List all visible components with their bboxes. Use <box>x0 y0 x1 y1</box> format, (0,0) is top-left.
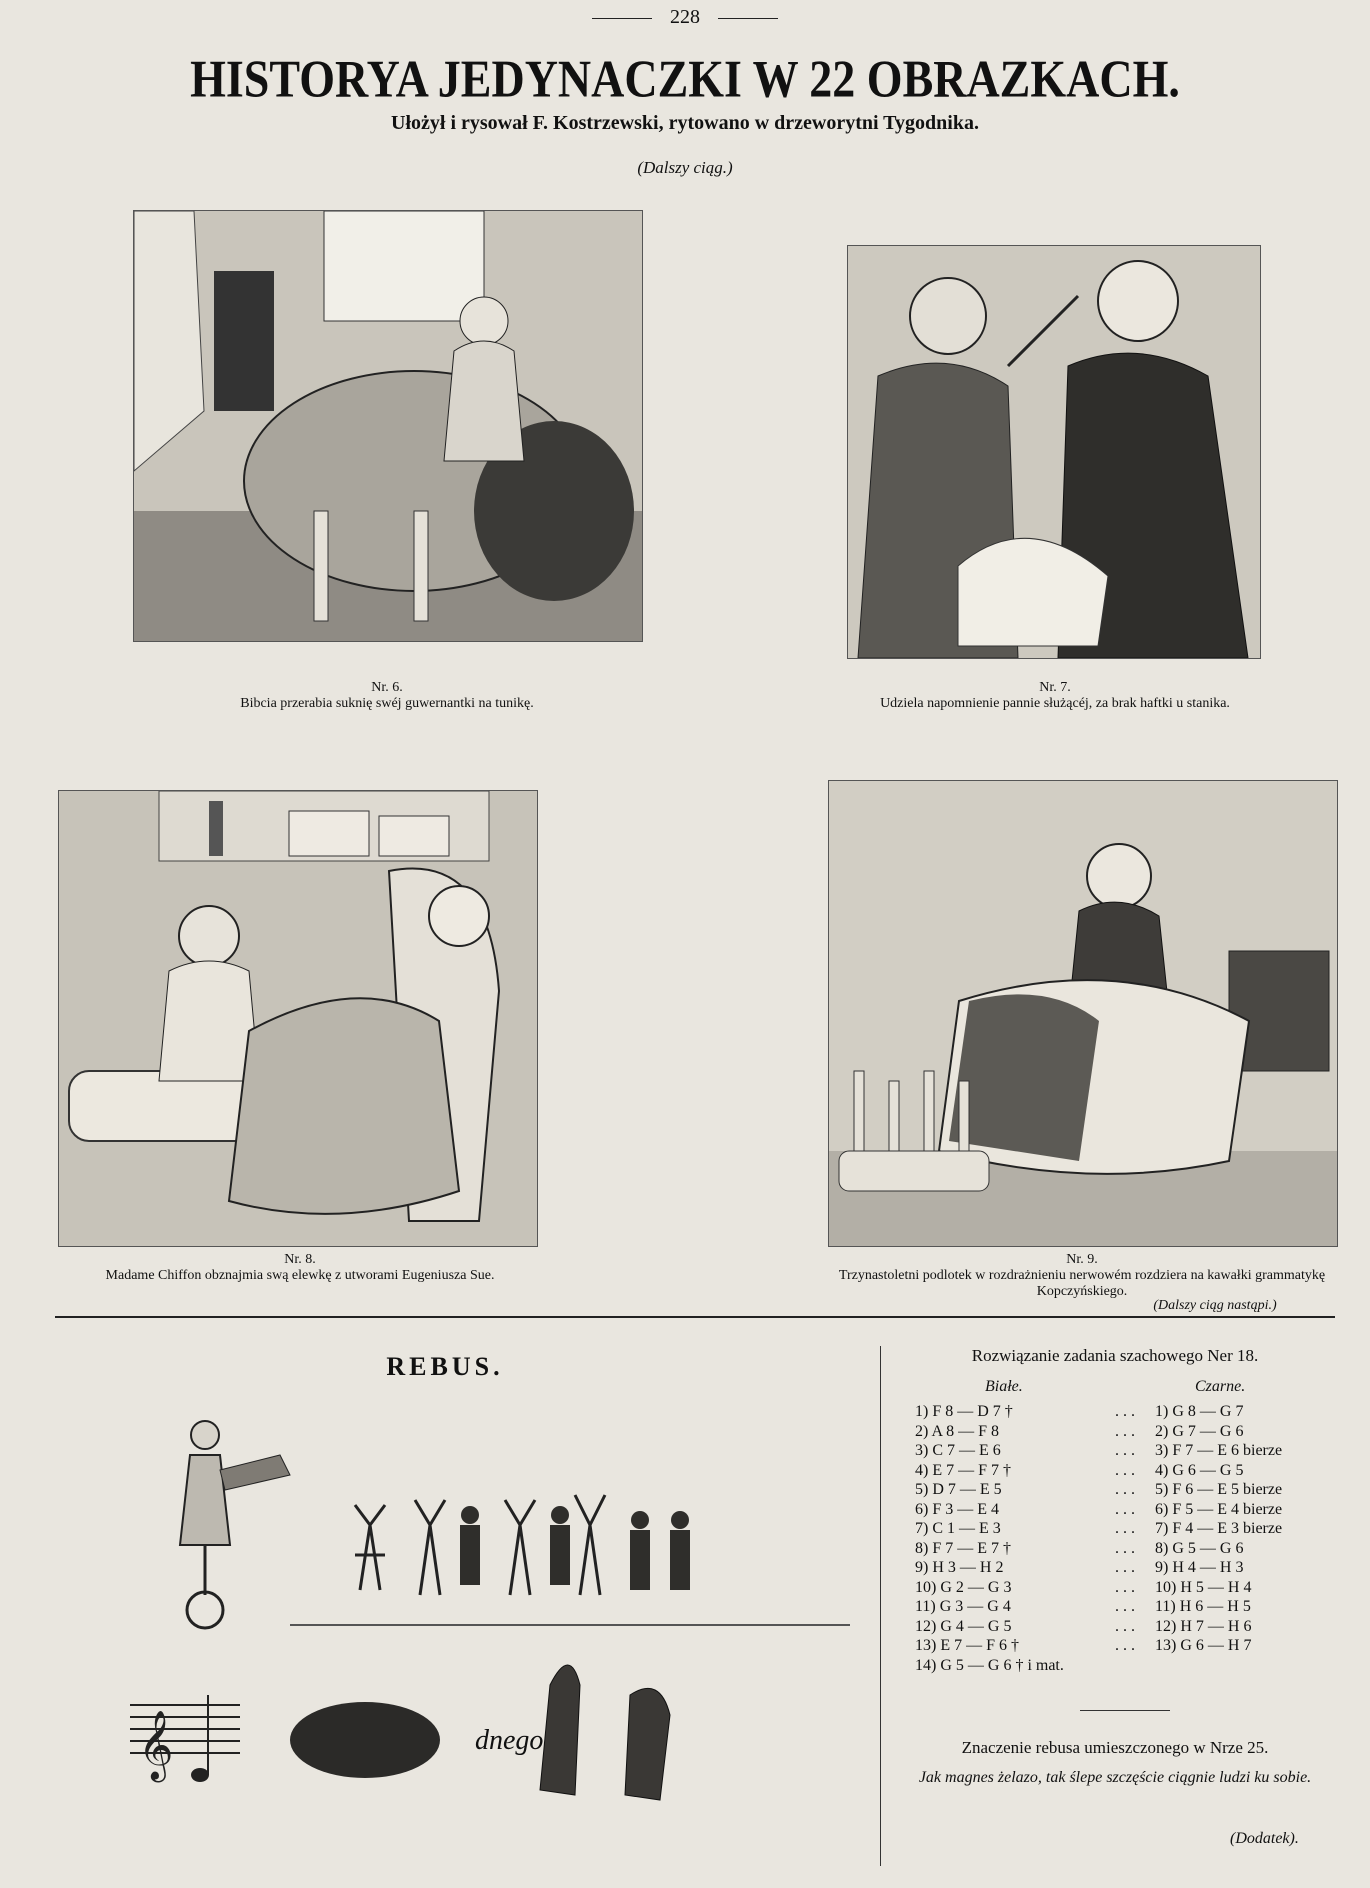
chess-move-row: 12) G 4 — G 5 . . . 12) H 7 — H 6 <box>915 1617 1252 1635</box>
chess-move-row: 2) A 8 — F 8 . . . 2) G 7 — G 6 <box>915 1422 1244 1440</box>
continued-note: (Dalszy ciąg.) <box>637 158 733 177</box>
rebus-solution-text: Jak magnes żelazo, tak ślepe szczęście ciągnie ludzi ku sobie. <box>918 1769 1312 1786</box>
illustration-panel-8 <box>58 790 538 1247</box>
chess-black-label: Czarne. <box>1195 1378 1246 1395</box>
caption-panel-9: Nr. 9. Trzynastoletni podlotek w rozdrażnieniu nerwowém rozdziera na kawałki grammatykę Kopczyńskiego. <box>838 1252 1326 1299</box>
rebus-title: REBUS. <box>386 1352 504 1381</box>
chess-move-row: 4) E 7 — F 7 † . . . 4) G 6 — G 5 <box>915 1461 1244 1479</box>
chess-moves-list <box>915 1402 1345 1675</box>
chess-move-row: 7) C 1 — E 3 . . . 7) F 4 — E 3 bierze <box>915 1520 1283 1537</box>
caption-panel-8: Nr. 8. Madame Chiffon obznajmia swą elewkę z utworami Eugeniusza Sue. <box>105 1252 495 1283</box>
illustration-panel-6 <box>133 210 643 642</box>
caption-panel-7: Nr. 7. Udziela napomnienie pannie służącéj, za brak haftki u stanika. <box>880 680 1230 711</box>
to-be-continued-note: (Dalszy ciąg nastąpi.) <box>1153 1298 1277 1313</box>
chess-move-row: 6) F 3 — E 4 . . . 6) F 5 — E 4 bierze <box>915 1500 1283 1518</box>
section-divider <box>55 1316 1335 1318</box>
chess-move-row: 5) D 7 — E 5 . . . 5) F 6 — E 5 bierze <box>915 1481 1283 1498</box>
page-title: HISTORYA JEDYNACZKI W 22 OBRAZKACH. <box>190 49 1180 108</box>
chess-move-row: 8) F 7 — E 7 † . . . 8) G 5 — G 6 <box>915 1539 1244 1557</box>
chess-white-label: Białe. <box>985 1378 1023 1395</box>
short-divider <box>1080 1710 1170 1711</box>
column-divider <box>880 1346 881 1866</box>
page-number: 228 <box>0 6 1370 29</box>
page-subtitle: Ułożył i rysował F. Kostrzewski, rytowano w drzeworytni Tygodnika. <box>391 112 979 134</box>
chess-solution-title: Rozwiązanie zadania szachowego Ner 18. <box>971 1346 1259 1365</box>
chess-move-row: 14) G 5 — G 6 † i mat. <box>915 1656 1064 1674</box>
rebus-solution-title: Znaczenie rebusa umieszczonego w Nrze 25. <box>961 1738 1269 1757</box>
chess-move-row: 13) E 7 — F 6 † . . . 13) G 6 — H 7 <box>915 1637 1252 1654</box>
illustration-panel-9 <box>828 780 1338 1247</box>
chess-move-row: 10) G 2 — G 3 . . . 10) H 5 — H 4 <box>915 1578 1252 1596</box>
caption-panel-6: Nr. 6. Bibcia przerabia suknię swéj guwernantki na tunikę. <box>240 680 534 711</box>
svg-text:𝄞: 𝄞 <box>138 1710 174 1780</box>
chess-move-row: 11) G 3 — G 4 . . . 11) H 6 — H 5 <box>915 1598 1251 1615</box>
chess-move-row: 1) F 8 — D 7 † . . . 1) G 8 — G 7 <box>915 1403 1244 1420</box>
supplement-note: (Dodatek). <box>1230 1830 1299 1847</box>
rebus-word: dnego <box>475 1725 544 1756</box>
chess-move-row: 9) H 3 — H 2 . . . 9) H 4 — H 3 <box>915 1559 1244 1576</box>
rebus-illustration <box>130 1395 860 1865</box>
illustration-panel-7 <box>847 245 1261 659</box>
chess-move-row: 3) C 7 — E 6 . . . 3) F 7 — E 6 bierze <box>915 1442 1283 1459</box>
